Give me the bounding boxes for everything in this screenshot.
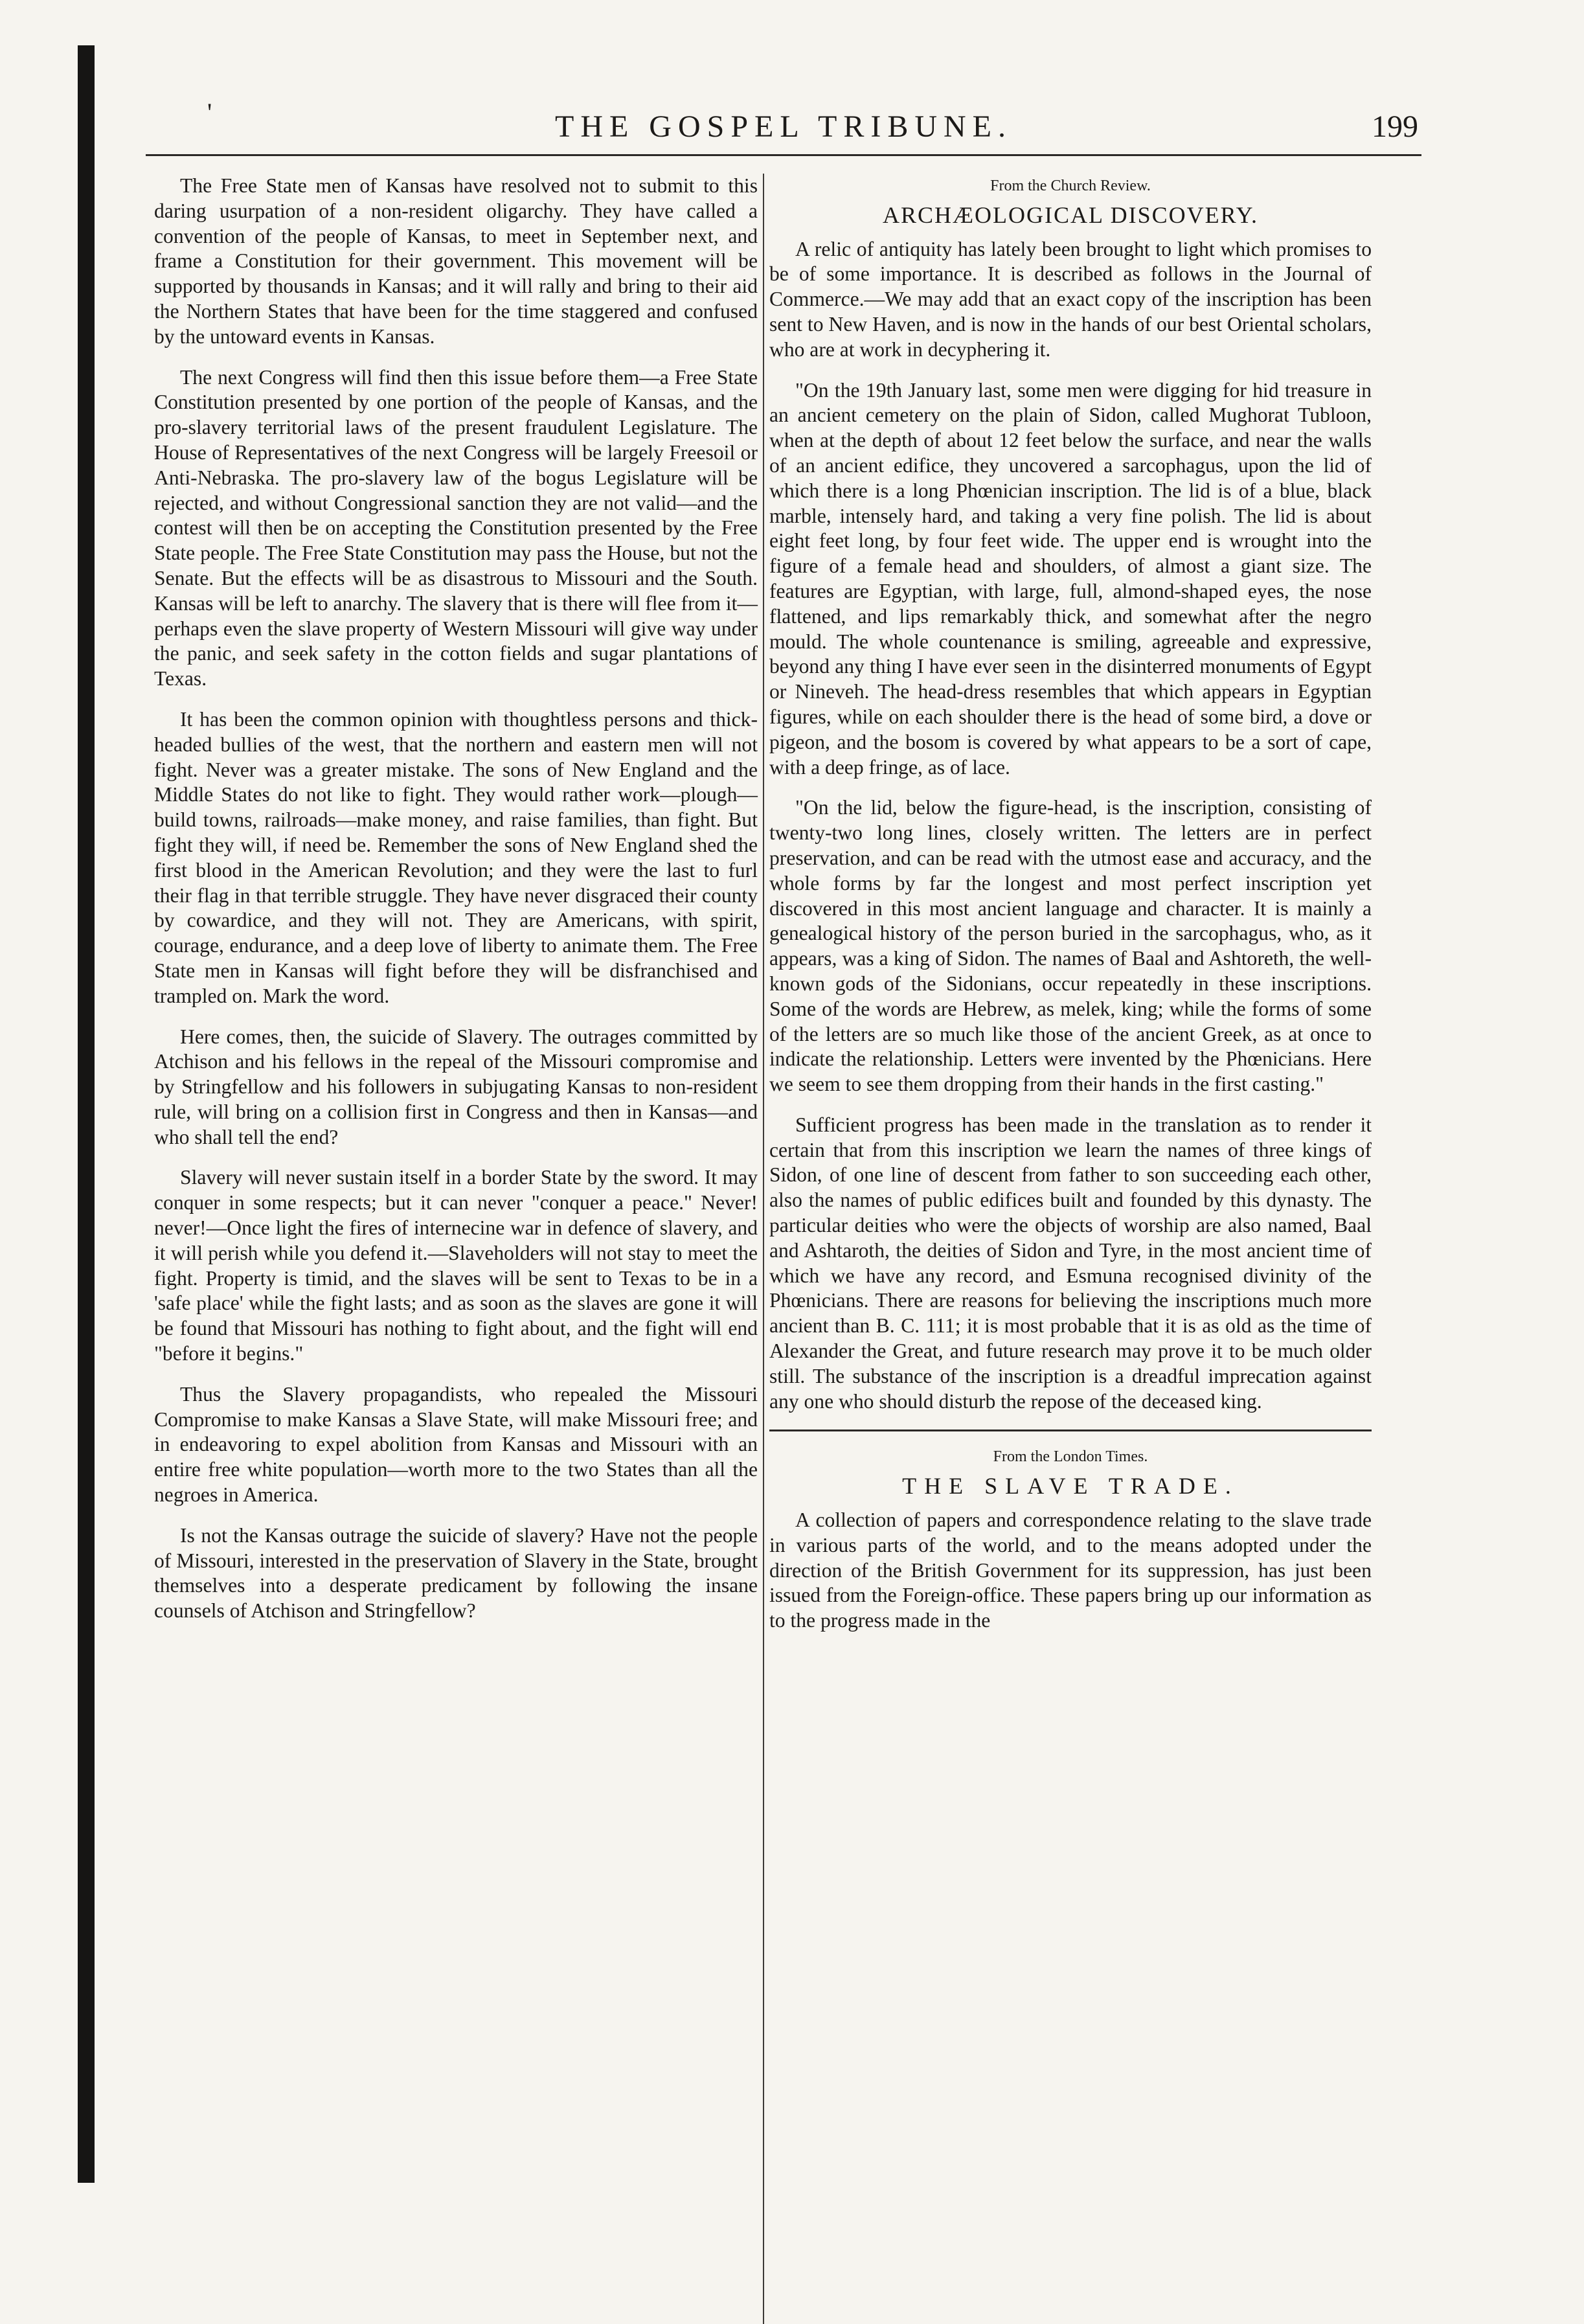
paragraph: "On the lid, below the figure-head, is the inscription, consisting of twenty-two long lines, closely written. The letters are in perfect preservation, and can be read with the utmost ease and accuracy, and the whole forms by far the longest and most perfect inscription yet discovered in this most ancient language and character. It is mainly a genealogical history of the person buried in the sarcophagus, who, as it appears, was a king of Sidon. The names of Baal and Ashtoreth, the well-known gods of the Sidonians, occur repeatedly in these inscriptions. Some of the words are Hebrew, as melek, king; while the forms of some of the letters are so much like those of the ancient Greek, as at once to indicate the relationship. Letters were invented by the Phœnicians. Here we seem to see them dropping from their hands in the first casting." (769, 796, 1372, 1096)
paragraph: Here comes, then, the suicide of Slavery. The outrages committed by Atchison and his fellows in the repeal of the Missouri compromise and by Stringfellow and his followers in subjugating Kansas to non-resident rule, will bring on a collision first in Congress and then in Kansas—and who shall tell the end? (154, 1025, 758, 1148)
binding-edge (78, 45, 95, 2183)
page-number: 199 (1372, 109, 1418, 144)
article-heading: ARCHÆOLOGICAL DISCOVERY. (882, 201, 1259, 228)
right-column (769, 174, 1372, 1649)
newspaper-title: THE GOSPEL TRIBUNE. (555, 109, 1012, 144)
page-header (149, 97, 1418, 155)
paragraph: Thus the Slavery propagandists, who repealed the Missouri Compromise to make Kansas a Slave State, will make Missouri free; and in endeavoring to expel abolition from Kansas and Missouri with an entire free white population—worth more to the two States than all the negroes in America. (154, 1382, 758, 1507)
paragraph: The Free State men of Kansas have resolved not to submit to this daring usurpation of a non-resident oligarchy. They have called a convention of the people of Kansas, to meet in September next, and frame a Constitution for their government. This movement will be supported by thousands in Kansas; and it will rally and bring to their aid the Northern States that have been for the time staggered and confused by the untoward events in Kansas. (154, 174, 758, 348)
section-divider (769, 1430, 1372, 1431)
article-heading: THE SLAVE TRADE. (902, 1473, 1239, 1499)
paragraph: A relic of antiquity has lately been brought to light which promises to be of some importance. It is described as follows in the Journal of Commerce.—We may add that an exact copy of the inscription has been sent to New Haven, and is now in the hands of our best Oriental scholars, who are at work in decyphering it. (769, 237, 1372, 361)
paragraph: "On the 19th January last, some men were digging for hid treasure in an ancient cemetery on the plain of Sidon, called Mughorat Tubloon, when at the depth of about 12 feet below the surface, and near the walls of an ancient edifice, they uncovered a sarcophagus, upon the lid of which there is a long Phœnician inscription. The lid is of a blue, black marble, intensely hard, and taking a very fine polish. The lid is about eight feet long, by four feet wide. The upper end is wrought into the figure of a female head and shoulders, of almost a giant size. The features are Egyptian, with large, full, almond-shaped eyes, the nose flattened, and lips remarkably thick, and somewhat after the negro mould. The whole countenance is smiling, agreeable and expressive, beyond any thing I have ever seen in the disinterred monuments of Egypt or Nineveh. The head-dress resembles that which appears in Egyptian figures, while on each shoulder there is the head of some bird, a dove or pigeon, and the bosom is covered by what appears to be a sort of cape, with a deep fringe, as of lace. (769, 378, 1372, 779)
paragraph: It has been the common opinion with thoughtless persons and thick-headed bullies of the west, that the northern and eastern men will not fight. Never was a greater mistake. The sons of New England and the Middle States do not like to fight. They would rather work—plough—build towns, railroads—make money, and raise families, than fight. But fight they will, if need be. Remember the sons of New England shed the first blood in the American Revolution; and they were the last to furl their flag in that terrible struggle. They have never disgraced their county by cowardice, and they will not. They are Americans, with spirit, courage, endurance, and a deep love of liberty to animate them. The Free State men in Kansas will fight before they will be disfranchised and trampled on. Mark the word. (154, 707, 758, 1007)
paragraph: Sufficient progress has been made in the translation as to render it certain that from this inscription we learn the names of three kings of Sidon, of one line of descent from father to son succeeding each other, also the names of public edifices built and founded by this dynasty. The particular deities who were the objects of worship are also named, Baal and Ashtaroth, the deities of Sidon and Tyre, in the most ancient time of which we have any record, and Esmuna recognised divinity of the Phœnicians. There are reasons for believing the inscriptions much more ancient than B. C. 111; it is most probable that it is as old as the time of Alexander the Great, and future research may prove it to be much older still. The substance of the inscription is a dreadful imprecation against any one who should disturb the repose of the deceased king. (769, 1113, 1372, 1413)
column-divider (763, 174, 764, 2324)
header-rule (146, 154, 1421, 156)
left-column (154, 174, 758, 1639)
paragraph: The next Congress will find then this issue before them—a Free State Constitution presented by one portion of the people of Kansas, and the pro-slavery territorial laws of the present fraudulent Legislature. The House of Representatives of the next Congress will be largely Freesoil or Anti-Nebraska. The pro-slavery law of the bogus Legislature will be rejected, and without Congressional sanction they are not valid—and the contest will then be on accepting the Constitution presented by the Free State people. The Free State Constitution may pass the House, but not the Senate. But the effects will be as disastrous to Missouri and the South. Kansas will be left to anarchy. The slavery that is there will flee from it—perhaps even the slave property of Western Missouri will give way under the panic, and seek safety in the cotton fields and sugar plantations of Texas. (154, 365, 758, 690)
stray-mark: ' (207, 98, 212, 127)
paragraph: Slavery will never sustain itself in a border State by the sword. It may conquer in some respects; but it can never "conquer a peace." Never! never!—Once light the fires of internecine war in defence of slavery, and it will perish while you defend it.—Slaveholders will not stay to meet the fight. Property is timid, and the slaves will be sent to Texas to be in a 'safe place' while the fight lasts; and as soon as the slaves are gone it will be found that Missouri has nothing to fight about, and the fight will end "before it begins." (154, 1166, 758, 1365)
paragraph: Is not the Kansas outrage the suicide of slavery? Have not the people of Missouri, interested in the preservation of Slavery in the State, brought themselves into a desperate predicament by following the insane counsels of Atchison and Stringfellow? (154, 1523, 758, 1623)
article-source: From the London Times. (993, 1448, 1148, 1466)
paragraph: A collection of papers and correspondence relating to the slave trade in various parts of the world, and to the means adopted under the direction of the British Government for its suppression, has just been issued from the Foreign-office. These papers bring up our information as to the progress made in the (769, 1509, 1372, 1632)
article-source: From the Church Review. (990, 177, 1151, 194)
